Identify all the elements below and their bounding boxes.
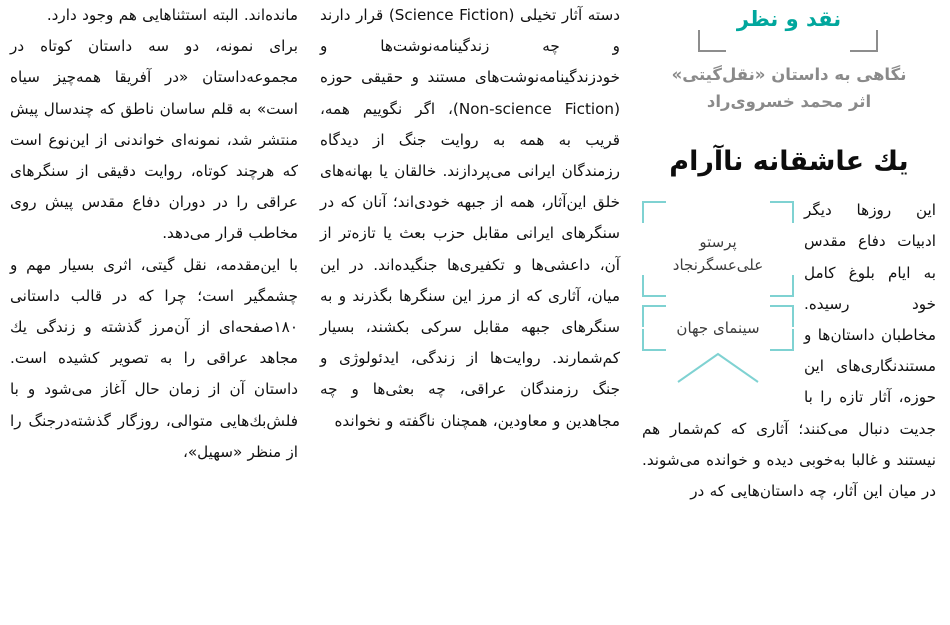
author-credit-box <box>642 201 794 297</box>
paragraph: مانده‌اند. البته استثناهایی هم وجود دارد. <box>46 6 298 24</box>
article-rubric-line2: اثر محمد خسروی‌راد <box>706 91 872 111</box>
section-kicker[interactable]: نقد و نظر <box>736 7 842 31</box>
bracket-bottom-left-icon <box>698 30 726 52</box>
corner-top-left-icon <box>642 201 666 223</box>
paragraph: دسته آثار تخیلی (Science Fiction) قرار دارند و چه زندگینامه‌نوشت‌ها و خودزندگینامه‌نوشت‌های مستند و حقیقی حوزه (Non-science Fiction)، اگر نگوییم همه، قریب به همه به روایت جنگ از دیدگاه رزمندگان ایرانی می‌پردازند. خالقان یا بهانه‌های خلق این‌آثار، همه از جبهه خودی‌اند؛ آنان که در سنگرهای ایرانی مقابل حزب بعث یا تازه‌تر از آن، داعشی‌ها و تکفیری‌ها جنگیده‌اند. در این میان، آثاری که از مرز این سنگرها بگذرند و به سنگرهای جبهه مقابل سرکی بکشند، بسیار کم‌شمارند. روایت‌ها از زندگی، ایدئولوژی و جنگ رزمندگان عراقی، چه بعثی‌ها و چه مجاهدین و معاودین، همچنان ناگفته و نخوانده <box>320 6 620 430</box>
corner-top-left-icon <box>642 305 666 327</box>
corner-bottom-left-icon <box>642 329 666 351</box>
page-title: یك عاشقانه ناآرام <box>669 146 909 178</box>
author-last-name: علی‌عسگرنجاد <box>672 256 764 275</box>
corner-bottom-right-icon <box>770 329 794 351</box>
article-rubric <box>646 62 932 115</box>
section-tag-box[interactable] <box>642 305 794 351</box>
paragraph: برای نمونه، دو سه داستان کوتاه در مجموعه‌داستان «در آفریقا همه‌چیز سیاه است» به قلم ساسان ناطق که چندسال پیش منتشر شد، نمونه‌ای خواندنی از این‌نوع است که هرچند کوتاه، روایت دقیقی از سنگرهای عراقی را در دوران دفاع مقدس پیش روی مخاطب قرار می‌دهد. <box>10 37 298 243</box>
corner-bottom-right-icon <box>770 275 794 297</box>
column-left-body <box>10 0 298 468</box>
paragraph: با این‌مقدمه، نقل گیتی، اثری بسیار مهم و چشمگیر است؛ چرا که در قالب داستانی ۱۸۰صفحه‌ای از آن‌مرز گذشته و زندگی یك مجاهد عراقی را به تصویر کشیده است. داستان آن از زمان حال آغاز می‌شود و با فلش‌بك‌هایی متوالی، روزگار گذشته‌درجنگ را از منظر «سهیل»، <box>10 255 298 461</box>
corner-bottom-left-icon <box>642 275 666 297</box>
paragraph: این روزها دیگر ادبیات دفاع مقدس به ایام بلوغ کامل خود رسیده. مخاطبان داستان‌ها و مستندنگاری‌های این حوزه، آثار تازه را با جدیت دنبال می‌کنند؛ آثاری که کم‌شمار هم نیستند و غالبا به‌خوبی دیده و خوانده می‌شوند. در میان این آثار، چه داستان‌هایی که در <box>642 201 936 501</box>
bracket-bottom-right-icon <box>850 30 878 52</box>
section-tag-label: سینمای جهان <box>676 318 760 337</box>
corner-top-right-icon <box>770 201 794 223</box>
masthead <box>642 4 936 60</box>
column-right <box>630 0 950 625</box>
article-rubric-line1: نگاهی به داستان «نقل‌گیتی» <box>671 65 907 84</box>
column-middle <box>310 0 630 625</box>
author-first-name: پرستو <box>699 233 737 252</box>
v-pointer-icon <box>642 351 794 383</box>
column-left <box>0 0 310 625</box>
column-middle-body <box>320 0 620 437</box>
info-box-stack <box>642 201 804 383</box>
corner-top-right-icon <box>770 305 794 327</box>
